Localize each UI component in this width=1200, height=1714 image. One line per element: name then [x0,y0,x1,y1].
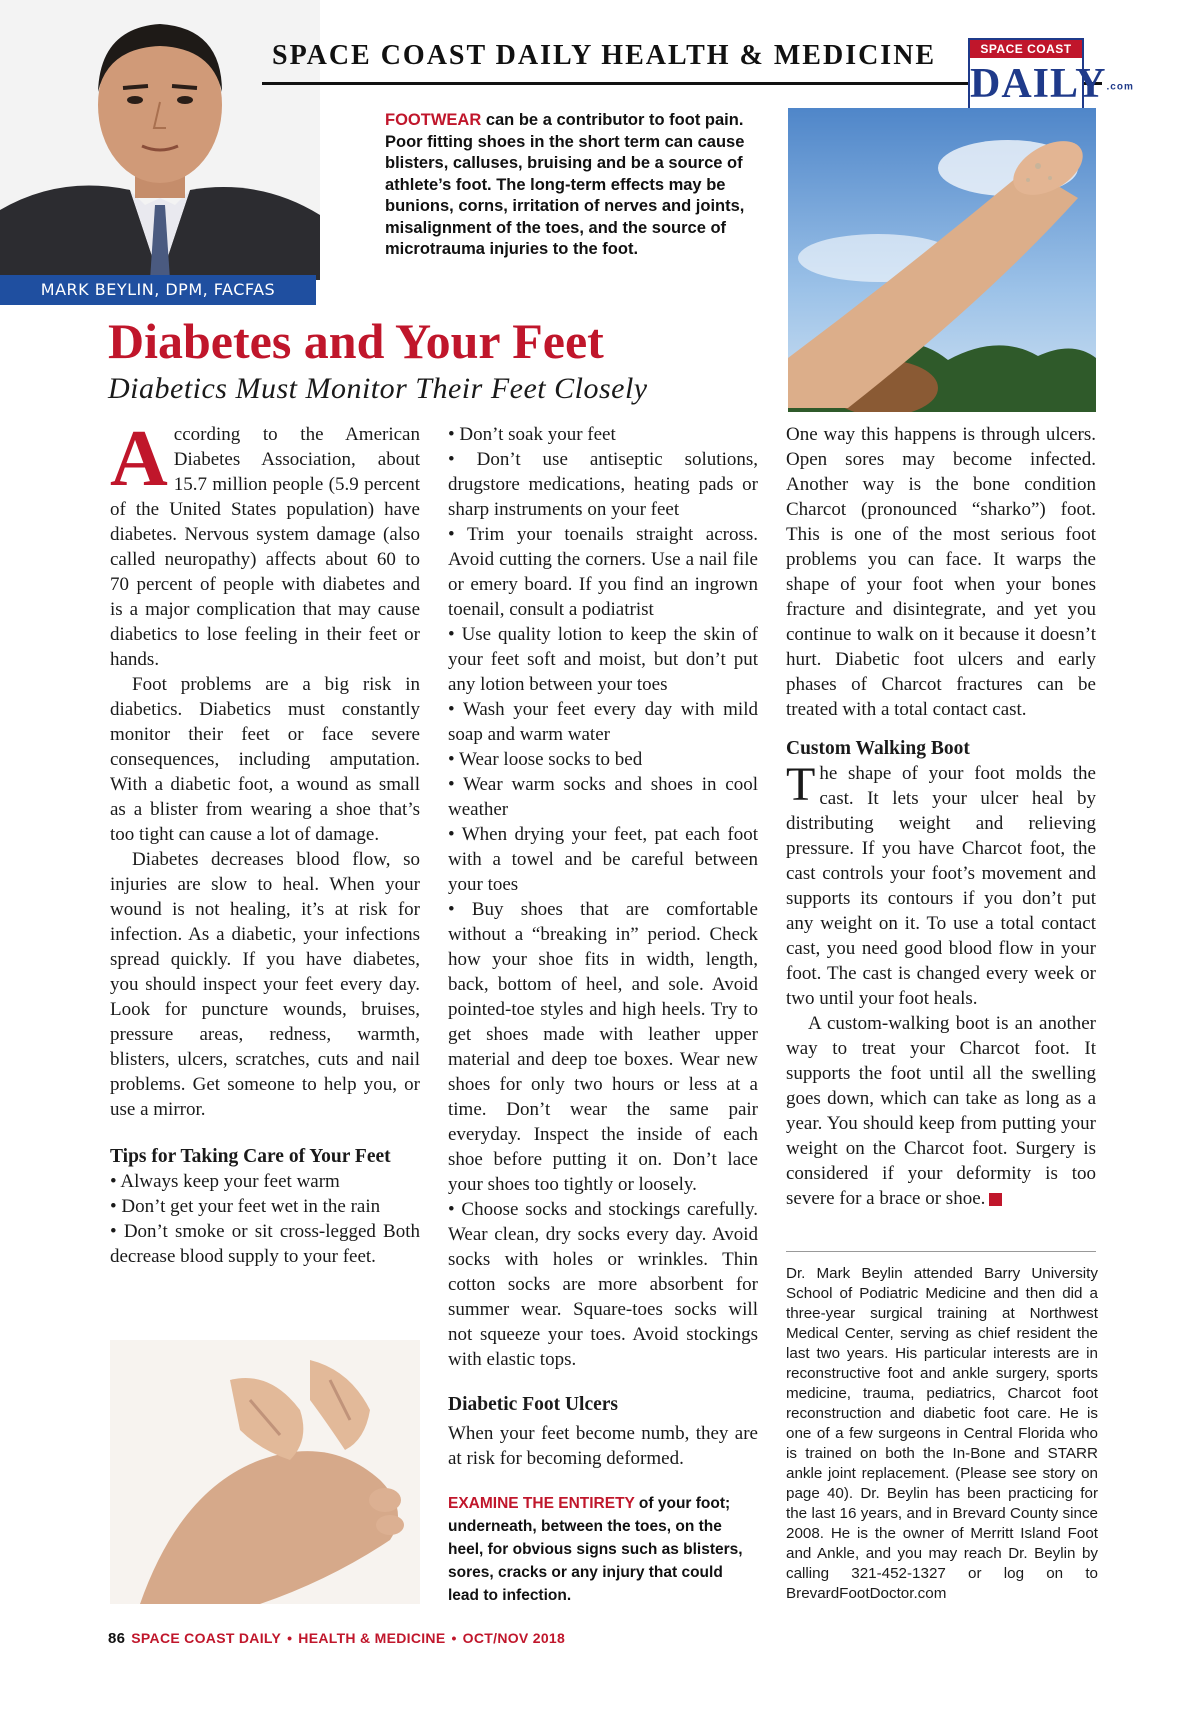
footer-section: HEALTH & MEDICINE [298,1630,446,1646]
examine-lead: EXAMINE THE ENTIRETY [448,1495,635,1512]
hands-foot-photo [110,1340,420,1604]
column-3 [786,422,1096,1211]
tip-item: • Trim your toenails straight across. Avoid cutting the corners. Use a nail file or emery board. If you find an ingrown toenail, consult a podiatrist [448,524,758,620]
paragraph-blood-flow: Diabetes decreases blood flow, so injuries are slow to heal. When your wound is not healing, it’s at risk for infection. As a diabetic, your infections spread quickly. If you have diabetes, you should inspect your feet every day. Look for puncture wounds, bruises, pressure areas, redness, warmth, blisters, ulcers, scratches, cuts and nail problems. Get someone to help you, or use a mirror. [110,849,420,1120]
footer-date: OCT/NOV 2018 [462,1630,566,1646]
paragraph-foot-problems: Foot problems are a big risk in diabetics. Diabetics must constantly monitor their feet or face severe consequences, including amputation. With a diabetic foot, a wound as small as a blister from wearing a shoe that’s too tight can cause a lot of damage. [110,674,420,845]
tip-item: • Wash your feet every day with mild soap and warm water [448,699,758,745]
feet-beach-photo [788,108,1096,412]
dropcap-t: T [786,758,816,811]
boot-paragraph-1-text: he shape of your foot molds the cast. It lets your ulcer heal by distributing weight and relieving pressure. If you have Charcot foot, the cast controls your foot’s movement and supports its contours if you don’t put any weight on it. To use a total contact cast, you need good blood flow in your foot. The cast is changed every week or two until your foot heals. [786,763,1096,1009]
author-bio: Dr. Mark Beylin attended Barry University School of Podiatric Medicine and then did a three-year surgical training at Northwest Medical Center, serving as chief resident the last two years. His particular interests are in reconstructive foot and ankle surgery, sports medicine, trauma, pediatrics, Charcot foot reconstruction and diabetic foot care. He is one of a few surgeons in Central Florida who is trained on both the In-Bone and STARR ankle joint replacement. (Please see story on page 40). Dr. Beylin has been practicing for the last 16 years, and in Brevard County since 2008. He is the owner of Merritt Island Foot and Ankle, and you may reach Dr. Beylin by calling 321-452-1327 or log on to BrevardFootDoctor.com [786,1265,1098,1602]
tip-item: • Buy shoes that are comfortable without a “breaking in” period. Check how your shoe fits in width, length, back, bottom of heel, and sole. Avoid pointed-toe styles and high heels. Try to get shoes made with leather upper material and deep toe boxes. Wear new shoes for only two hours or less at a time. Don’t wear the same pair everyday. Inspect the inside of each shoe before putting it on. Don’t lace your shoes too tightly or loosely. [448,899,758,1195]
logo-main-text [970,58,1134,113]
tip-item: • Don’t soak your feet [448,424,616,445]
footer-bullet: • [287,1630,293,1646]
pullquote-lead: FOOTWEAR [385,111,482,129]
logo-top-text: SPACE COAST [970,40,1082,58]
publication-logo [968,38,1134,114]
tips-heading: Tips for Taking Care of Your Feet [110,1146,391,1167]
logo-side-text: .com [1106,81,1134,93]
examine-pullquote [448,1492,758,1607]
tip-item: • Wear warm socks and shoes in cool weather [448,774,758,820]
article-subtitle: Diabetics Must Monitor Their Feet Closely [108,372,648,405]
logo-main-word: DAILY [970,61,1107,107]
examine-text: of your foot; underneath, between the toes, on the heel, for obvious signs such as blisters, sores, cracks or any injury that could lead to infection. [448,1495,743,1604]
ulcers-heading: Diabetic Foot Ulcers [448,1394,619,1415]
tip-item: • Use quality lotion to keep the skin of your feet soft and moist, but don’t put any lotion between your toes [448,624,758,695]
end-mark [989,1193,1002,1206]
bio-divider [786,1251,1096,1252]
header-title: SPACE COAST DAILY HEALTH & MEDICINE [272,40,937,71]
footer-bullet: • [451,1630,457,1646]
tip-item: • When drying your feet, pat each foot with a towel and be careful between your toes [448,824,758,895]
article-title: Diabetes and Your Feet [108,313,604,369]
ulcers-paragraph-2: One way this happens is through ulcers. Open sores may become infected. Another way is the bone condition Charcot (pronounced “sharko”) foot. This is one of the most serious foot problems you can face. It warps the shape of your foot when your bones fracture and disintegrate, and yet you continue to walk on it because it doesn’t hurt. Diabetic foot ulcers and early phases of Charcot fractures can be treated with a total contact cast. [786,424,1096,720]
footwear-pullquote [385,110,763,261]
boot-paragraph-2-text: A custom-walking boot is an another way to treat your Charcot foot. It supports the foot until all the swelling goes down, which can take as long as a year. You should keep from putting your weight on the Charcot foot. Surgery is considered if your deformity is too severe for a brace or shoe. [786,1013,1096,1209]
column-2 [448,422,758,1471]
ulcers-paragraph-1: When your feet become numb, they are at risk for becoming deformed. [448,1423,758,1469]
footer-publication: SPACE COAST DAILY [131,1630,282,1646]
tip-item: • Choose socks and stockings carefully. Wear clean, dry socks every day. Avoid socks with holes or wrinkles. Thin cotton socks are more absorbent for summer wear. Square-toes socks will not squeeze your toes. Avoid stockings with elastic tops. [448,1199,758,1370]
tip-item: • Don’t use antiseptic solutions, drugstore medications, heating pads or sharp instruments on your feet [448,449,758,520]
dropcap-a: A [110,415,168,503]
pullquote-text: can be a contributor to foot pain. Poor fitting shoes in the short term can cause blisters, calluses, bruising and be a source of athlete’s foot. The long-term effects may be bunions, corns, irritation of nerves and joints, misalignment of the toes, and the source of microtrauma injuries to the foot. [385,111,745,258]
intro-text: ccording to the American Diabetes Association, about 15.7 million people (5.9 percent of the United States population) have diabetes. Nervous system damage (also called neuropathy) affects about 60 to 70 percent of people with diabetes and is a major complication that may cause diabetics to lose feeling in their feet or hands. [110,424,420,670]
intro-paragraph [110,415,420,672]
tip-item: • Don’t smoke or sit cross-legged Both decrease blood supply to your feet. [110,1221,420,1267]
page-footer [108,1630,565,1647]
boot-paragraph-2 [786,1011,1096,1211]
tip-item: • Always keep your feet warm [110,1171,340,1192]
author-caption: MARK BEYLIN, DPM, FACFAS [0,275,316,305]
column-1 [110,415,420,1269]
page-number: 86 [108,1630,126,1647]
boot-heading: Custom Walking Boot [786,738,970,759]
tip-item: • Wear loose socks to bed [448,749,643,770]
tip-item: • Don’t get your feet wet in the rain [110,1196,381,1217]
boot-paragraph-1 [786,758,1096,1011]
